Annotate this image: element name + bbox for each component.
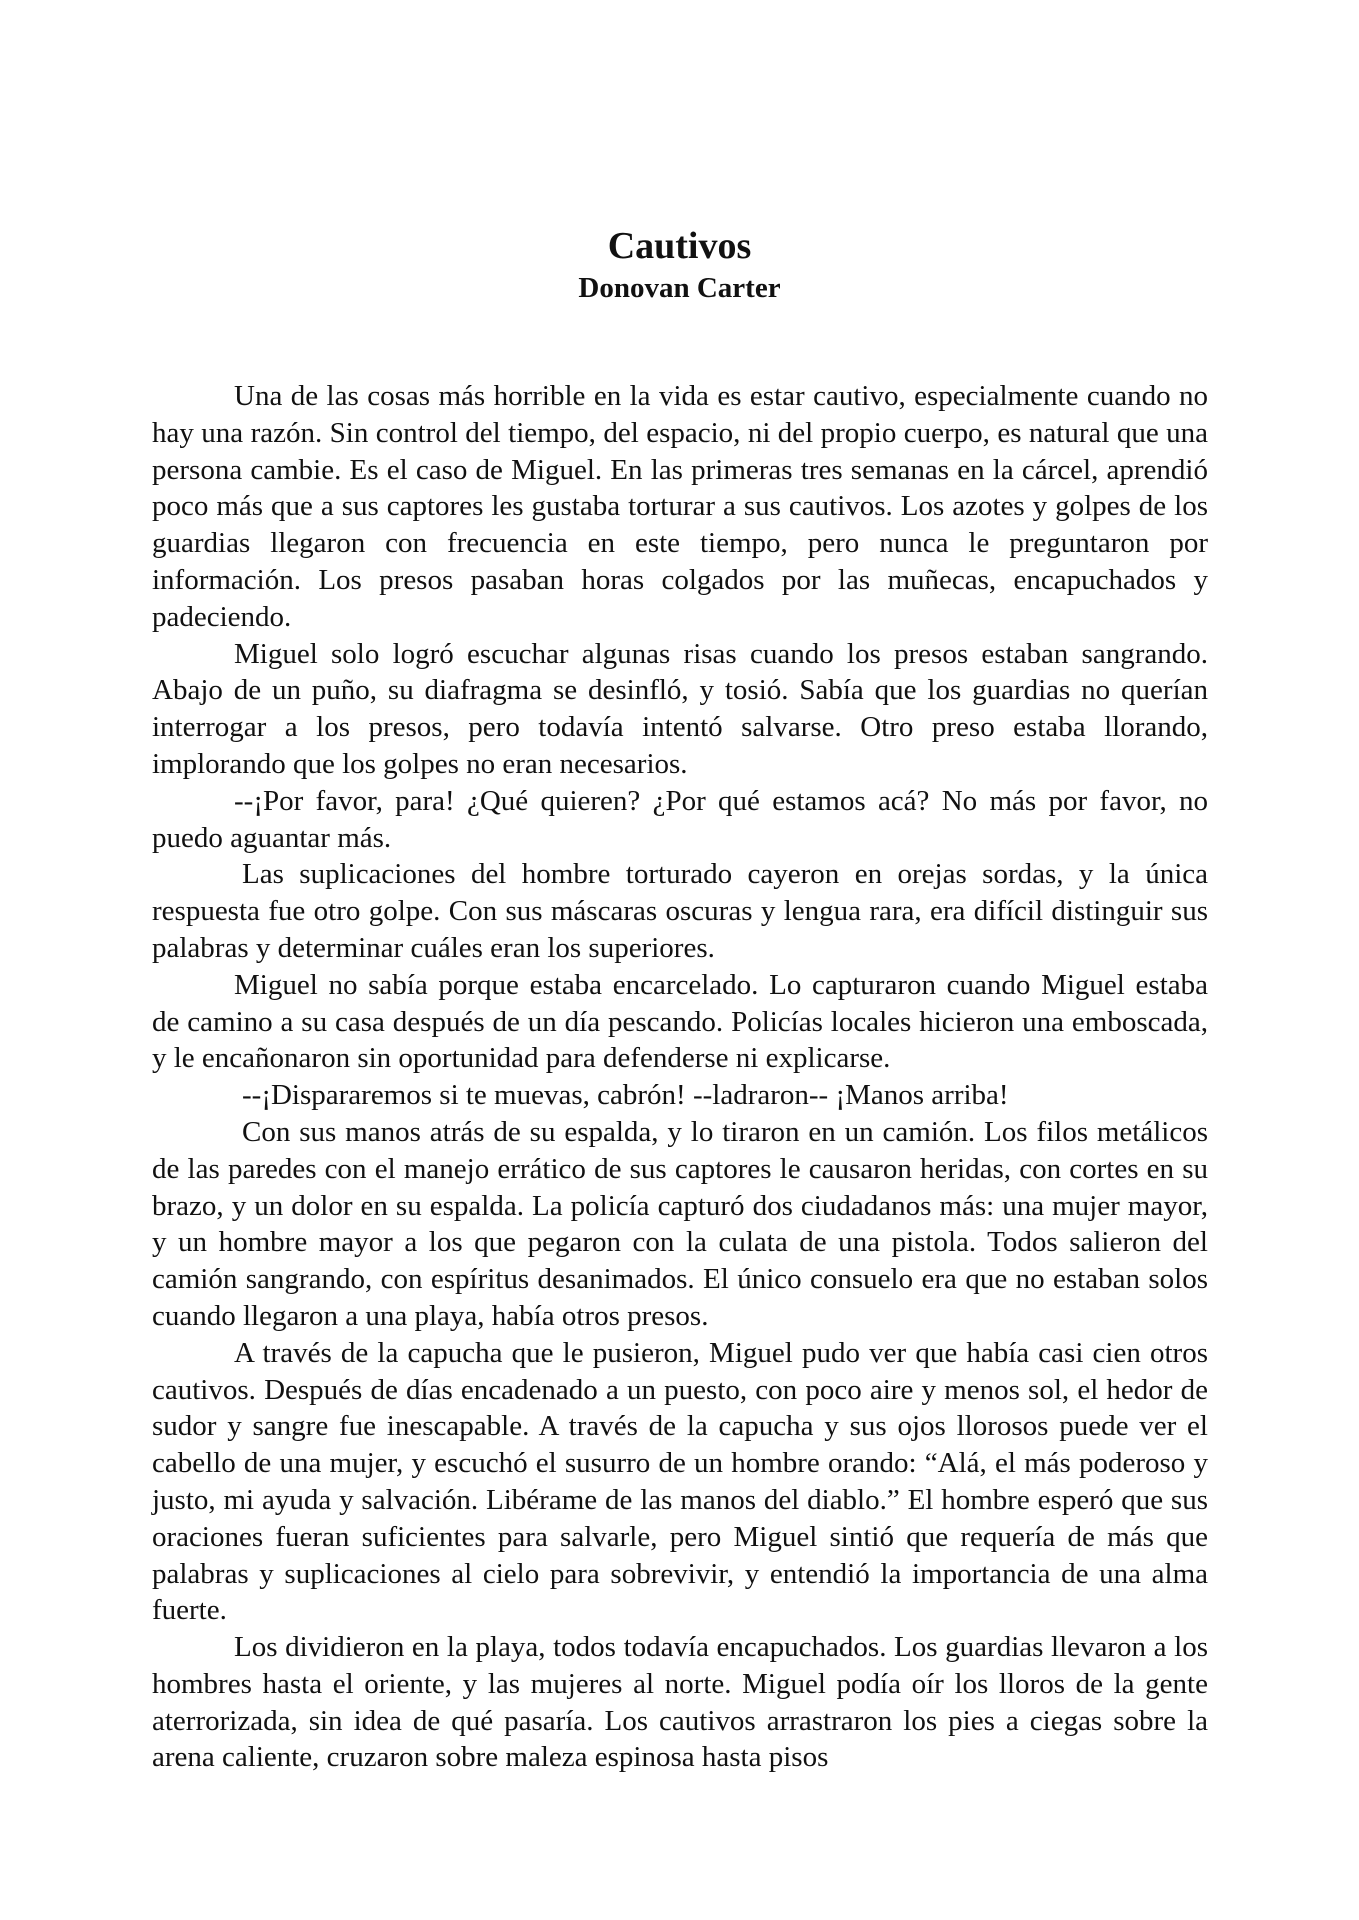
- dialogue-paragraph: --¡Dispararemos si te muevas, cabrón! --ladraron-- ¡Manos arriba!: [242, 1079, 1009, 1112]
- body-paragraph: Los dividieron en la playa, todos todavía encapuchados. Los guardias llevaron a los hombres hasta el oriente, y las mujeres al norte. Miguel podía oír los lloros de la gente aterrorizada, sin idea de qué pasaría. Los cautivos arrastraron los pies a ciegas sobre la arena caliente, cruzaron sobre maleza espinosa hasta pisos: [152, 1631, 1208, 1774]
- story-author: Donovan Carter: [578, 272, 781, 304]
- story-title: Cautivos: [607, 225, 752, 267]
- body-paragraph: Miguel solo logró escuchar algunas risas cuando los presos estaban sangrando. Abajo de un puño, su diafragma se desinfló, y tosió. Sabía que los guardias no querían interrogar a los presos, pero todavía intentó salvarse. Otro preso estaba llorando, implorando que los golpes no eran necesarios.: [152, 637, 1208, 780]
- body-paragraph: A través de la capucha que le pusieron, Miguel pudo ver que había casi cien otros cautivos. Después de días encadenado a un puesto, con poco aire y menos sol, el hedor de sudor y sangre fue inescapable. A través de la capucha y sus ojos llorosos puede ver el cabello de una mujer, y escuchó el susurro de un hombre orando: “Alá, el más poderoso y justo, mi ayuda y salvación. Libérame de las manos del diablo.” El hombre esperó que sus oraciones fueran suficientes para salvarle, pero Miguel sintió que requería de más que palabras y suplicaciones al cielo para sobrevivir, y entendió la importancia de una alma fuerte.: [152, 1336, 1208, 1627]
- dialogue-paragraph: --¡Por favor, para! ¿Qué quieren? ¿Por qué estamos acá? No más por favor, no puedo aguantar más.: [152, 784, 1208, 854]
- story-body: [152, 378, 1208, 1776]
- body-paragraph: Miguel no sabía porque estaba encarcelado. Lo capturaron cuando Miguel estaba de camino a su casa después de un día pescando. Policías locales hicieron una emboscada, y le encañonaron sin oportunidad para defenderse ni explicarse.: [152, 968, 1208, 1075]
- body-paragraph: Una de las cosas más horrible en la vida es estar cautivo, especialmente cuando no hay una razón. Sin control del tiempo, del espacio, ni del propio cuerpo, es natural que una persona cambie. Es el caso de Miguel. En las primeras tres semanas en la cárcel, aprendió poco más que a sus captores les gustaba torturar a sus cautivos. Los azotes y golpes de los guardias llegaron con frecuencia en este tiempo, pero nunca le preguntaron por información. Los presos pasaban horas colgados por las muñecas, encapuchados y padeciendo.: [152, 380, 1208, 633]
- body-paragraph: Las suplicaciones del hombre torturado cayeron en orejas sordas, y la única respuesta fue otro golpe. Con sus máscaras oscuras y lengua rara, era difícil distinguir sus palabras y determinar cuáles eran los superiores.: [152, 858, 1208, 964]
- body-paragraph: Con sus manos atrás de su espalda, y lo tiraron en un camión. Los filos metálicos de las paredes con el manejo errático de sus captores le causaron heridas, con cortes en su brazo, y un dolor en su espalda. La policía capturó dos ciudadanos más: una mujer mayor, y un hombre mayor a los que pegaron con la culata de una pistola. Todos salieron del camión sangrando, con espíritus desanimados. El único consuelo era que no estaban solos cuando llegaron a una playa, había otros presos.: [152, 1115, 1208, 1332]
